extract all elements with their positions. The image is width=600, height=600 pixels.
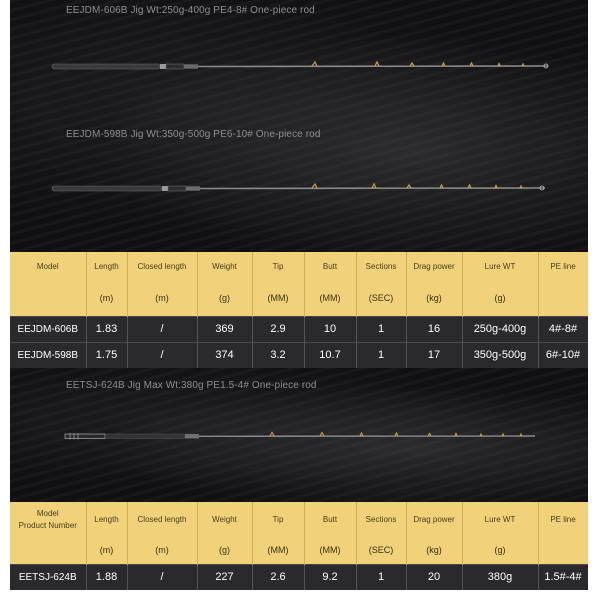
unit-lure-wt: (g) [462,536,538,564]
header-drag-power: Drag power [406,502,462,536]
cell-length: 1.83 [86,316,127,342]
header-model-sublabel: Product Number [18,520,77,530]
cell-drag-power: 16 [406,316,462,342]
header-closed-length: Closed length [127,502,197,536]
header-sections: Sections [356,252,406,281]
header-weight: Weight [197,502,252,536]
table-1-units-row [10,281,588,316]
header-pe-line: PE line [538,502,588,536]
table-1-header-row [10,252,588,281]
header-butt: Butt [304,252,356,281]
header-closed-length: Closed length [127,252,197,281]
cell-model: EEJDM-606B [10,316,86,342]
cell-weight: 227 [197,564,252,590]
unit-butt: (MM) [304,536,356,564]
table-row [10,316,588,342]
unit-tip: (MM) [252,536,304,564]
table-2-header-row [10,502,588,536]
cell-drag-power: 20 [406,564,462,590]
rod-3-image [50,426,550,446]
cell-lure-wt: 380g [462,564,538,590]
cell-pe-line: 6#-10# [538,342,588,368]
cell-length: 1.75 [86,342,127,368]
header-lure-wt: Lure WT [462,252,538,281]
cell-weight: 374 [197,342,252,368]
unit-closed-length: (m) [127,536,197,564]
header-pe-line: PE line [538,252,588,281]
rod-3-label: EETSJ-624B Jig Max Wt:380g PE1.5-4# One-piece rod [66,380,317,391]
unit-butt: (MM) [304,281,356,316]
unit-pe-line [538,281,588,316]
cell-tip: 3.2 [252,342,304,368]
cell-lure-wt: 250g-400g [462,316,538,342]
rod-2-image [50,178,550,198]
header-drag-power: Drag power [406,252,462,281]
unit-drag-power: (kg) [406,536,462,564]
unit-pe-line [538,536,588,564]
unit-tip: (MM) [252,281,304,316]
rod-1-image [50,56,550,76]
header-sections: Sections [356,502,406,536]
rod-1-label: EEJDM-606B Jig Wt:250g-400g PE4-8# One-piece rod [66,5,315,16]
unit-sections: (SEC) [356,281,406,316]
cell-pe-line: 1.5#-4# [538,564,588,590]
header-butt: Butt [304,502,356,536]
header-length: Length [86,252,127,281]
cell-weight: 369 [197,316,252,342]
unit-weight: (g) [197,281,252,316]
cell-tip: 2.6 [252,564,304,590]
unit-drag-power: (kg) [406,281,462,316]
header-model-label: Model [36,508,59,518]
cell-sections: 1 [356,342,406,368]
unit-weight: (g) [197,536,252,564]
unit-model [10,536,86,564]
header-model [10,502,86,536]
cell-model: EEJDM-598B [10,342,86,368]
cell-tip: 2.9 [252,316,304,342]
unit-lure-wt: (g) [462,281,538,316]
header-tip: Tip [252,252,304,281]
cell-closed-length: / [127,564,197,590]
cell-drag-power: 17 [406,342,462,368]
unit-model [10,281,86,316]
cell-butt: 10.7 [304,342,356,368]
spec-table-1 [10,252,588,368]
cell-sections: 1 [356,316,406,342]
table-row [10,342,588,368]
cell-sections: 1 [356,564,406,590]
unit-length: (m) [86,536,127,564]
unit-closed-length: (m) [127,281,197,316]
header-length: Length [86,502,127,536]
table-row [10,564,588,590]
unit-length: (m) [86,281,127,316]
cell-length: 1.88 [86,564,127,590]
cell-butt: 10 [304,316,356,342]
header-tip: Tip [252,502,304,536]
cell-butt: 9.2 [304,564,356,590]
cell-closed-length: / [127,342,197,368]
cell-closed-length: / [127,316,197,342]
spec-table-2 [10,502,588,590]
rod-2-label: EEJDM-598B Jig Wt:350g-500g PE6-10# One-piece rod [66,129,321,140]
header-lure-wt: Lure WT [462,502,538,536]
header-weight: Weight [197,252,252,281]
header-model: Model [10,252,86,281]
cell-pe-line: 4#-8# [538,316,588,342]
table-2-units-row [10,536,588,564]
product-spec-sheet [10,0,588,590]
cell-model: EETSJ-624B [10,564,86,590]
unit-sections: (SEC) [356,536,406,564]
sea-background-top [10,0,588,252]
cell-lure-wt: 350g-500g [462,342,538,368]
